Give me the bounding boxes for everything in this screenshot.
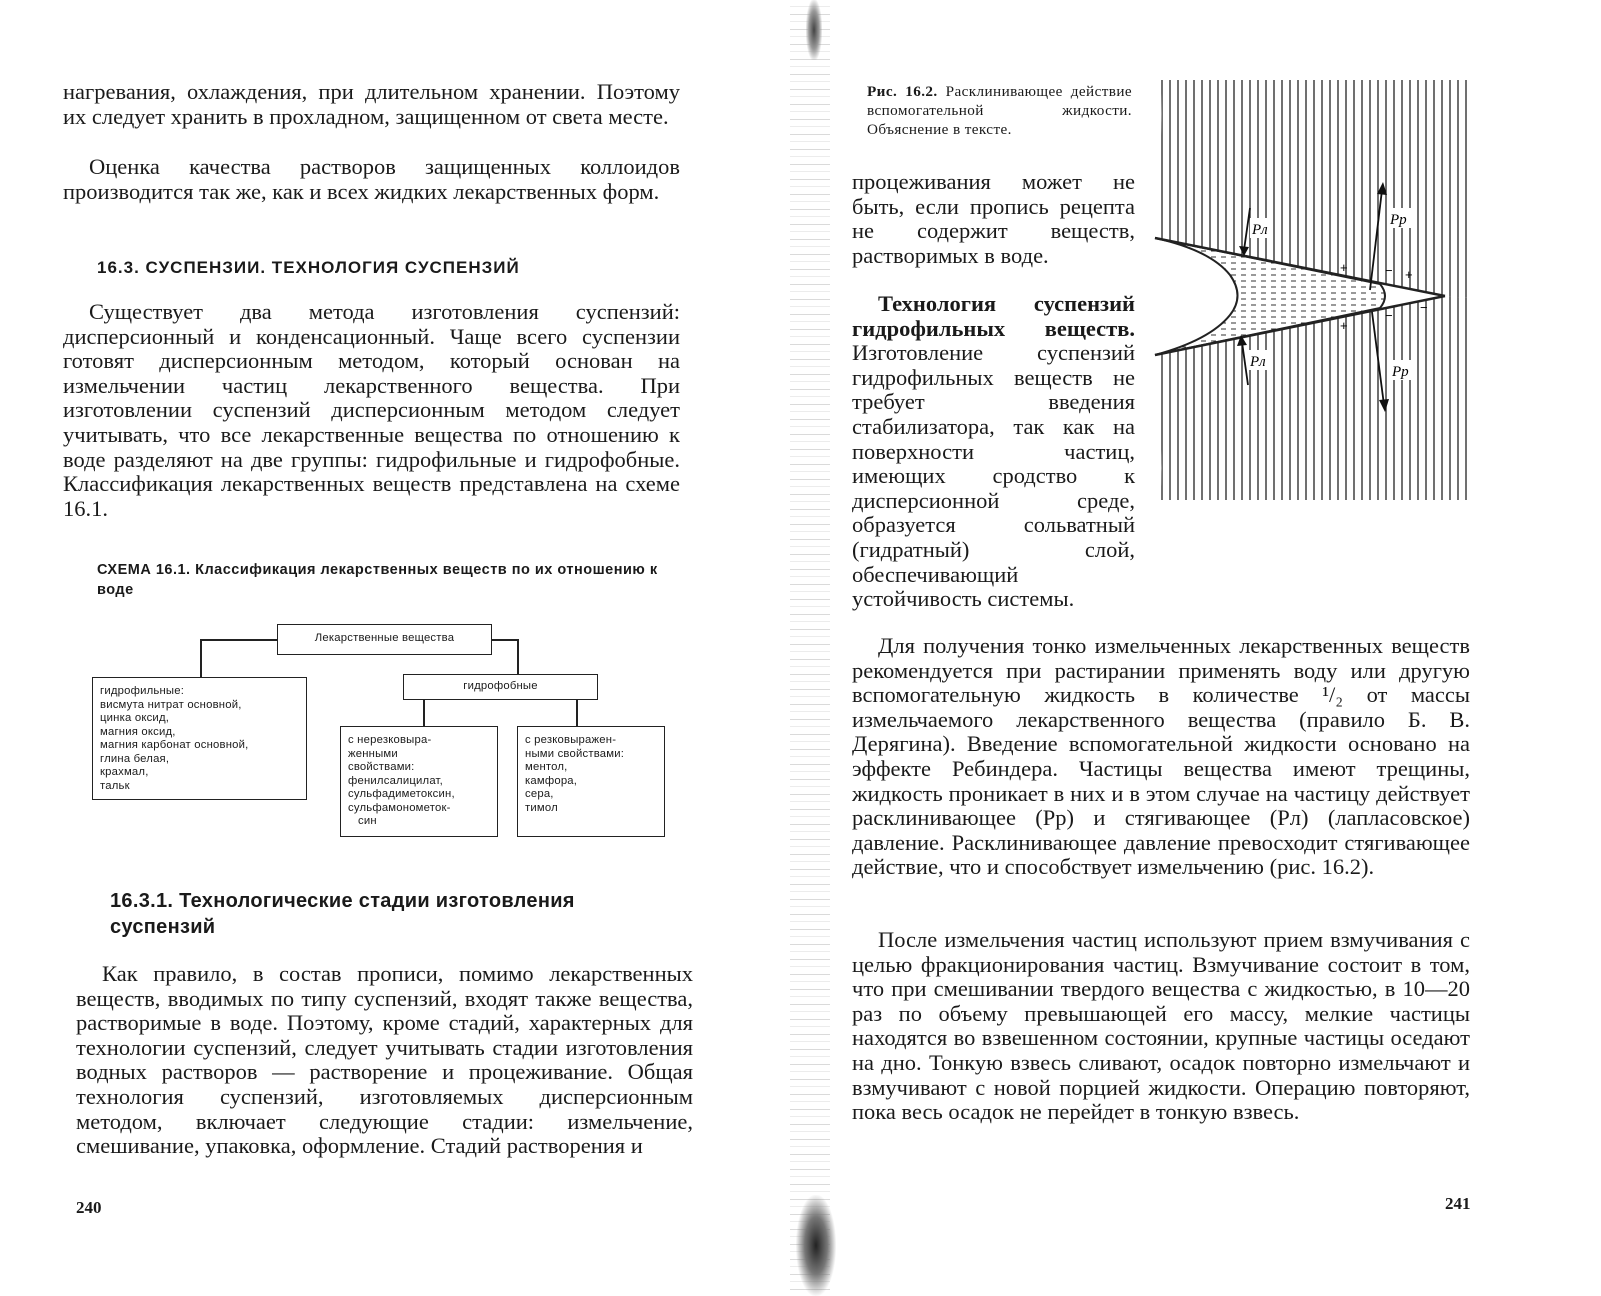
box-line: магния карбонат основной, [100, 739, 249, 751]
paragraph-quality: Оценка качества растворов защищенных коллоидов производится так же, как и всех жидких лекарственных форм. [63, 154, 680, 204]
crystal-upper [1155, 80, 1470, 298]
hydrophobic-box: гидрофобные [403, 674, 598, 700]
box-line: фенилсалицилат, [348, 774, 444, 787]
section-heading: 16.3. СУСПЕНЗИИ. ТЕХНОЛОГИЯ СУСПЕНЗИЙ [97, 258, 520, 277]
box-line: глина белая, [100, 752, 170, 765]
box-line: с резковыражен- [525, 734, 617, 746]
subsection-heading: 16.3.1. Технологические стадии изготовления суспензий [110, 890, 575, 938]
page-number-right: 241 [1445, 1194, 1471, 1213]
paragraph-hydrophilic-heading: Технология суспензий гидрофильных веществ. [852, 291, 1135, 341]
paragraph-methods: Существует два метода изготовления суспензий: дисперсионный и конденсационный. Чаще всего суспензии готовят дисперсионным методом, который основан на измельчении частиц лекарственного вещества. При изготовлении суспензий дисперсионным методом следует учитывать, что все лекарственные вещества по отношению к воде разделяют на две группы: гидрофильные и гидрофобные. Классификация лекарственных веществ представлена на схеме 16.1. [63, 299, 680, 521]
paragraph-levigation: После измельчения частиц используют прием взмучивания с целью фракционирования частиц. Взмучивание состоит в том, что при смешивании твердого вещества с жидкостью, в 10—20 раз по объему превышающей его массу, мелкие частицы находятся во взвешенном состоянии, крупные частицы оседают на дно. Тонкую взвесь сливают, осадок повторно измельчают и взмучивают с новой порцией жидкости. Операцию повторяют, пока весь осадок не перейдет в тонкую взвесь. [852, 927, 1470, 1125]
strong-hydrophobic-box [517, 726, 665, 837]
box-line: крахмал, [100, 766, 149, 778]
connector-line [517, 639, 519, 675]
plus-sign: + [1405, 267, 1413, 282]
paragraph-stages: Как правило, в состав прописи, помимо лекарственных веществ, вводимых по типу суспензий, входят также вещества, растворимые в воде. Поэтому, кроме стадий, характерных для технологии суспензий, следует учитывать стадии изготовления водных растворов — растворение и процеживание. Общая технология суспензий, изготовляемых дисперсионным методом, включает следующие стадии: измельчение, смешивание, упаковка, оформление. Стадий растворения и [76, 961, 693, 1159]
box-line: цинка оксид, [100, 712, 170, 724]
paragraph-deryagin: Для получения тонко измельченных лекарственных веществ рекомендуется при растирании применять воду или другую вспомогательную жидкость в количестве ¹/₂ от массы измельчаемого лекарственного вещества (правило Б. В. Дерягина). Введение вспомогательной жидкости основано на эффекте Ребиндера. Частицы вещества имеют трещины, жидкость проникает в них и в этом случае на частицу действует расклинивающее (Pр) и стягивающее (Pл) (лапласовское) давление. Расклинивающее давление превосходит стягивающее действие, что и способствует измельчению (рис. 16.2). [852, 633, 1470, 880]
figure-caption-label: Рис. 16.2. [867, 83, 938, 100]
box-line: с нерезковыра- [348, 734, 432, 746]
box-line: гидрофильные: [100, 685, 185, 697]
minus-sign: − [1385, 308, 1393, 323]
minus-sign: − [1385, 263, 1393, 278]
connector-line [423, 699, 425, 726]
box-line: сульфамонометок- [348, 801, 451, 814]
plus-sign: + [1340, 260, 1348, 275]
connector-line [492, 639, 519, 641]
box-line: ментол, [525, 761, 568, 773]
paragraph-hydrophilic-text: Изготовление суспензий гидрофильных веществ не требует введения стабилизатора, так как на поверхности частиц, имеющих сродство к дисперсионной среде, образуется сольватный (гидратный) слой, обеспечивающий устойчивость системы. [852, 340, 1135, 612]
left-page [0, 0, 780, 1296]
connector-line [576, 699, 578, 726]
box-line: ными свойствами: [525, 747, 625, 760]
connector-line [200, 639, 202, 677]
box-line: свойствами: [348, 761, 415, 773]
weak-hydrophobic-box [340, 726, 498, 837]
crystal-lower [1155, 296, 1470, 500]
box-line: магния оксид, [100, 725, 176, 738]
box-line: сульфадиметоксин, [348, 788, 455, 800]
paragraph-straining: процеживания может не быть, если пропись рецепта не содержит веществ, растворимых в воде. [852, 169, 1135, 268]
box-line: женными [348, 747, 398, 760]
schema-root-box: Лекарственные вещества [277, 624, 492, 655]
box-line: сера, [525, 788, 554, 800]
figure-caption-text: Расклинивающее действие вспомогательной жидкости. Объяснение в тексте. [867, 83, 1132, 138]
figure-caption [867, 82, 1132, 139]
box-line: тимол [525, 801, 558, 814]
hydrophilic-box [92, 677, 307, 800]
label-pp-upper: Pр [1390, 212, 1407, 228]
paragraph-intro: нагревания, охлаждения, при длительном хранении. Поэтому их следует хранить в прохладном, защищенном от света месте. [63, 79, 680, 129]
figure-16-2 [1150, 80, 1472, 505]
connector-line [200, 639, 277, 641]
box-line: син [358, 815, 377, 827]
label-pp-lower: Pр [1392, 364, 1409, 380]
page-number-left: 240 [76, 1198, 102, 1217]
box-line: камфора, [525, 774, 578, 787]
box-line: тальк [100, 779, 130, 792]
box-line: висмута нитрат основной, [100, 698, 242, 711]
schema-caption: СХЕМА 16.1. Классификация лекарственных веществ по их отношению к воде [97, 562, 658, 598]
paragraph-hydrophilic-tech [852, 292, 1135, 612]
right-page [820, 0, 1601, 1296]
plus-sign: + [1340, 318, 1348, 333]
label-pl-upper: Pл [1252, 222, 1268, 238]
minus-sign: − [1420, 300, 1428, 315]
label-pl-lower: Pл [1250, 354, 1266, 370]
